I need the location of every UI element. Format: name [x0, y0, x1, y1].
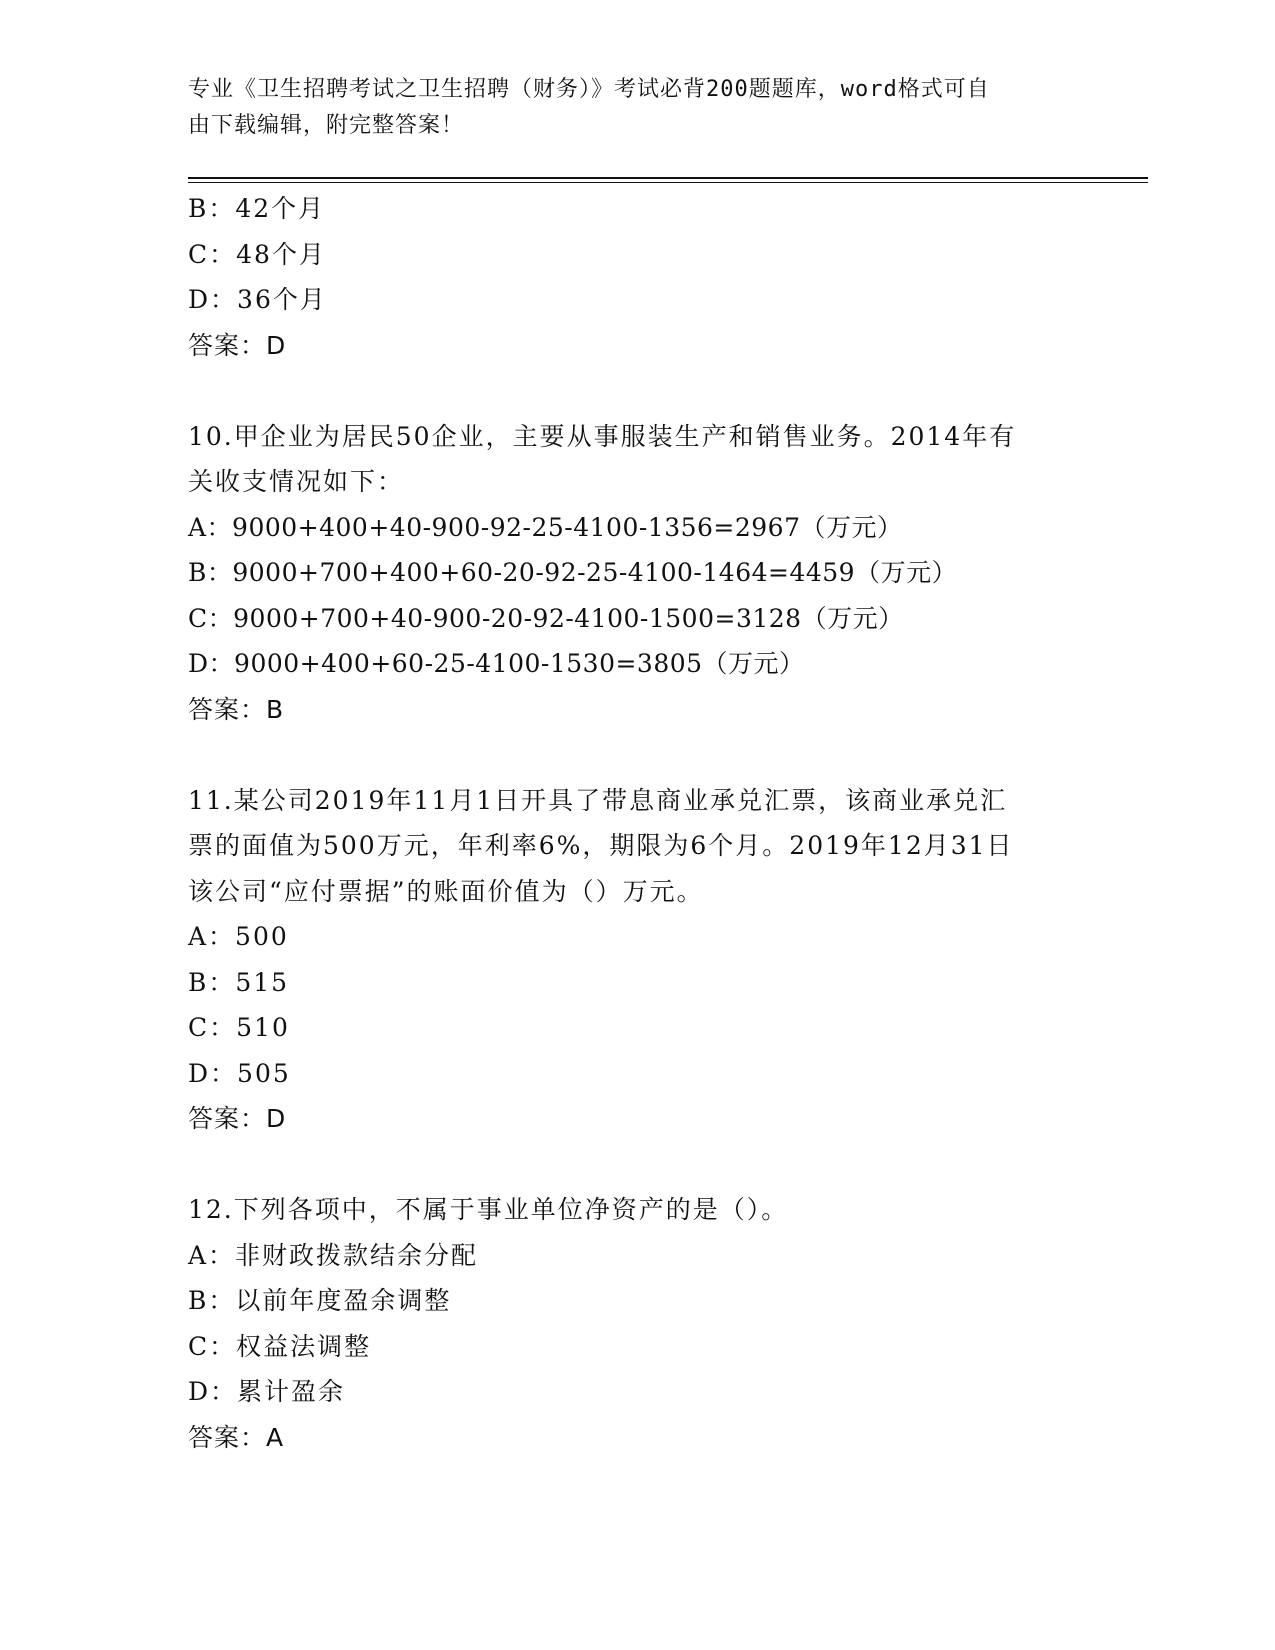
question-12: [188, 1187, 1088, 1460]
q12-option-c: C：权益法调整: [188, 1331, 372, 1361]
q11-option-b: B：515: [188, 967, 290, 997]
q9-answer: 答案：D: [188, 330, 287, 360]
header-divider-thick: [188, 177, 1148, 179]
header-line-2: 由下载编辑，附完整答案！: [188, 113, 465, 138]
q11-stem-line-1: 11.某公司2019年11月1日开具了带息商业承兑汇票，该商业承兑汇: [188, 785, 1008, 815]
q10-option-c: C：9000+700+40-900-20-92-4100-1500=3128（万元）: [188, 603, 904, 633]
q10-answer: 答案：B: [188, 694, 285, 724]
q11-option-a: A：500: [188, 922, 289, 951]
q11-stem-line-2: 票的面值为500万元，年利率6%，期限为6个月。2019年12月31日: [188, 831, 1014, 860]
q9-option-c: C：48个月: [188, 239, 326, 269]
q10-option-a: A：9000+400+40-900-92-25-4100-1356=2967（万元）: [188, 512, 903, 542]
q9-option-b: B：42个月: [188, 194, 326, 223]
q12-stem-line-1: 12.下列各项中，不属于事业单位净资产的是（）。: [188, 1195, 789, 1224]
q10-stem-line-2: 关收支情况如下：: [188, 467, 405, 496]
document-header: [188, 72, 1068, 144]
spacer: [188, 1142, 1088, 1188]
spacer: [188, 368, 1088, 414]
spacer: [188, 732, 1088, 778]
q12-option-b: B：以前年度盈余调整: [188, 1286, 452, 1315]
q11-option-d: D：505: [188, 1058, 291, 1088]
q10-stem-line-1: 10.甲企业为居民50企业，主要从事服装生产和销售业务。2014年有: [188, 421, 1017, 451]
q12-option-d: D：累计盈余: [188, 1377, 346, 1406]
header-divider-thin: [188, 182, 1148, 183]
header-line-1: 专业《卫生招聘考试之卫生招聘（财务）》考试必背200题题库，word格式可自: [188, 77, 990, 102]
q10-option-d: D：9000+400+60-25-4100-1530=3805（万元）: [188, 649, 805, 678]
q11-answer: 答案：D: [188, 1104, 287, 1133]
q11-stem-line-3: 该公司“应付票据”的账面价值为（）万元。: [188, 876, 704, 906]
q11-option-c: C：510: [188, 1013, 290, 1042]
q10-option-b: B：9000+700+400+60-20-92-25-4100-1464=4459（万元）: [188, 558, 958, 587]
question-9-tail: [188, 186, 1088, 368]
q9-option-d: D：36个月: [188, 285, 327, 314]
q12-option-a: A：非财政拨款结余分配: [188, 1240, 479, 1270]
question-11: [188, 778, 1088, 1142]
question-10: [188, 414, 1088, 733]
q12-answer: 答案：A: [188, 1422, 285, 1452]
question-list: [188, 186, 1088, 1460]
